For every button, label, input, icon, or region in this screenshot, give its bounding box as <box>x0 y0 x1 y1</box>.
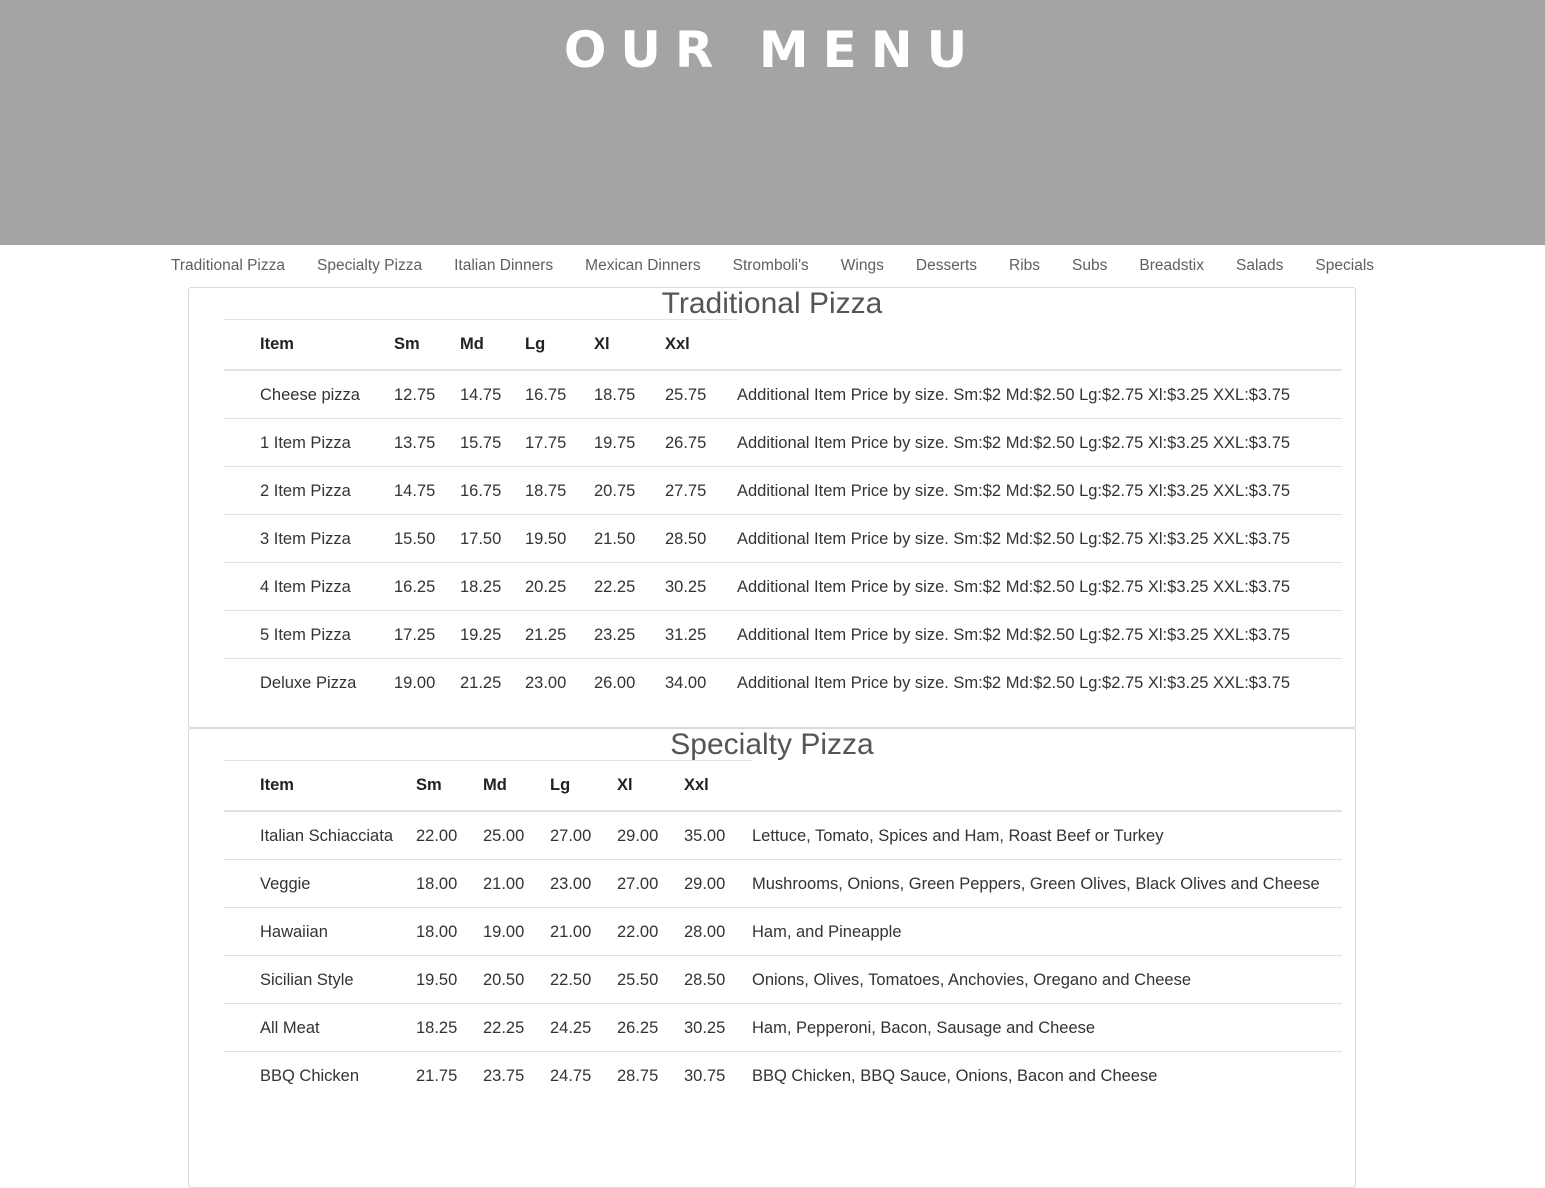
cell-xl: 22.25 <box>594 563 665 611</box>
cell-description: Onions, Olives, Tomatoes, Anchovies, Oregano and Cheese <box>752 956 1342 1004</box>
cell-md: 18.25 <box>460 563 525 611</box>
cell-sm: 19.00 <box>394 674 436 692</box>
cell-xxl: 25.75 <box>665 370 737 419</box>
cell-sm: 19.50 <box>416 956 483 1004</box>
cell-item: All Meat <box>224 1004 416 1052</box>
cell-xxl: 28.50 <box>665 515 737 563</box>
cell-item: Deluxe Pizza <box>260 674 357 692</box>
cell-description: Ham, and Pineapple <box>752 908 1342 956</box>
cell-xl: 22.00 <box>617 908 684 956</box>
header-sm: Sm <box>394 320 460 371</box>
cell-xl: 19.75 <box>594 419 665 467</box>
cell-xl: 28.75 <box>617 1067 659 1085</box>
section-title: Traditional Pizza <box>661 287 883 320</box>
cell-md: 14.75 <box>460 370 525 419</box>
cell-md: 21.25 <box>460 674 502 692</box>
cell-description: Additional Item Price by size. Sm:$2 Md:$2.50 Lg:$2.75 Xl:$3.25 XXL:$3.75 <box>737 563 1342 611</box>
cell-sm: 18.00 <box>416 860 483 908</box>
cell-sm: 13.75 <box>394 419 460 467</box>
header-sm: Sm <box>416 761 483 812</box>
table-header-row <box>224 320 1342 371</box>
table-row <box>224 370 1342 419</box>
cell-lg: 18.75 <box>525 467 594 515</box>
cell-xxl: 30.75 <box>684 1067 726 1085</box>
table-row <box>224 467 1342 515</box>
cell-description: Additional Item Price by size. Sm:$2 Md:$2.50 Lg:$2.75 Xl:$3.25 XXL:$3.75 <box>737 370 1342 419</box>
cell-lg: 24.75 <box>550 1067 592 1085</box>
nav-specials[interactable]: Specials <box>1315 257 1375 274</box>
table-row <box>224 659 1342 707</box>
table-row <box>224 811 1342 860</box>
cell-xxl: 26.75 <box>665 419 737 467</box>
table-row <box>224 563 1342 611</box>
cell-item: 1 Item Pizza <box>224 419 394 467</box>
cell-description: Additional Item Price by size. Sm:$2 Md:$2.50 Lg:$2.75 Xl:$3.25 XXL:$3.75 <box>737 611 1342 659</box>
cell-item: Sicilian Style <box>224 956 416 1004</box>
table-row <box>224 1052 1342 1100</box>
cell-xl: 25.50 <box>617 956 684 1004</box>
header-xxl: Xxl <box>684 761 752 812</box>
table-row <box>224 956 1342 1004</box>
header-xl: Xl <box>594 320 665 371</box>
cell-md: 23.75 <box>483 1067 525 1085</box>
cell-xl: 18.75 <box>594 370 665 419</box>
nav-traditional-pizza[interactable]: Traditional Pizza <box>170 257 285 274</box>
cell-xxl: 30.25 <box>665 563 737 611</box>
cell-description: Additional Item Price by size. Sm:$2 Md:$2.50 Lg:$2.75 Xl:$3.25 XXL:$3.75 <box>737 467 1342 515</box>
cell-xl: 20.75 <box>594 467 665 515</box>
cell-item: BBQ Chicken <box>260 1067 360 1085</box>
cell-md: 20.50 <box>483 956 550 1004</box>
nav-desserts[interactable]: Desserts <box>915 257 978 274</box>
section-title: Specialty Pizza <box>670 728 874 761</box>
cell-xl: 26.00 <box>594 674 636 692</box>
cell-item: 2 Item Pizza <box>224 467 394 515</box>
cell-md: 25.00 <box>483 811 550 860</box>
header-xxl: Xxl <box>665 320 737 371</box>
header-md: Md <box>460 320 525 371</box>
cell-xxl: 31.25 <box>665 611 737 659</box>
header-lg: Lg <box>550 761 617 812</box>
cell-xl: 29.00 <box>617 811 684 860</box>
specialty-pizza-section <box>188 728 1356 1188</box>
cell-xl: 23.25 <box>594 611 665 659</box>
cell-lg: 24.25 <box>550 1004 617 1052</box>
cell-description: Additional Item Price by size. Sm:$2 Md:$2.50 Lg:$2.75 Xl:$3.25 XXL:$3.75 <box>737 515 1342 563</box>
cell-lg: 19.50 <box>525 515 594 563</box>
cell-lg: 21.25 <box>525 611 594 659</box>
cell-item: 5 Item Pizza <box>224 611 394 659</box>
cell-md: 16.75 <box>460 467 525 515</box>
cell-description: Additional Item Price by size. Sm:$2 Md:$2.50 Lg:$2.75 Xl:$3.25 XXL:$3.75 <box>737 674 1291 692</box>
header-md: Md <box>483 761 550 812</box>
cell-sm: 22.00 <box>416 811 483 860</box>
cell-sm: 14.75 <box>394 467 460 515</box>
cell-sm: 18.00 <box>416 908 483 956</box>
cell-item: 4 Item Pizza <box>224 563 394 611</box>
nav-wings[interactable]: Wings <box>840 257 884 274</box>
cell-xxl: 34.00 <box>665 674 707 692</box>
cell-sm: 12.75 <box>394 370 460 419</box>
nav-subs[interactable]: Subs <box>1072 257 1108 274</box>
nav-italian-dinners[interactable]: Italian Dinners <box>454 257 554 274</box>
specialty-pizza-table <box>224 760 1342 1099</box>
cell-md: 22.25 <box>483 1004 550 1052</box>
traditional-pizza-section <box>188 287 1356 728</box>
header-item: Item <box>224 320 394 371</box>
cell-lg: 23.00 <box>550 860 617 908</box>
cell-item: Italian Schiacciata <box>224 811 416 860</box>
header-item: Item <box>224 761 416 812</box>
nav-strombolis[interactable]: Stromboli's <box>732 257 809 274</box>
cell-sm: 15.50 <box>394 515 460 563</box>
cell-description: Mushrooms, Onions, Green Peppers, Green Olives, Black Olives and Cheese <box>752 860 1342 908</box>
cell-description: Lettuce, Tomato, Spices and Ham, Roast Beef or Turkey <box>752 811 1342 860</box>
header-description <box>737 320 1342 371</box>
cell-xxl: 27.75 <box>665 467 737 515</box>
cell-description: Ham, Pepperoni, Bacon, Sausage and Cheese <box>752 1004 1342 1052</box>
menu-category-nav <box>0 245 1545 287</box>
cell-lg: 22.50 <box>550 956 617 1004</box>
cell-md: 19.00 <box>483 908 550 956</box>
table-row <box>224 908 1342 956</box>
cell-xl: 27.00 <box>617 860 684 908</box>
cell-md: 21.00 <box>483 860 550 908</box>
cell-sm: 18.25 <box>416 1004 483 1052</box>
cell-item: 3 Item Pizza <box>224 515 394 563</box>
table-row <box>224 611 1342 659</box>
traditional-pizza-table <box>224 319 1342 706</box>
header-description <box>752 761 1342 812</box>
cell-item: Hawaiian <box>224 908 416 956</box>
page-title: OUR MENU <box>563 21 982 79</box>
nav-breadstix[interactable]: Breadstix <box>1139 257 1205 274</box>
cell-item: Veggie <box>224 860 416 908</box>
cell-md: 15.75 <box>460 419 525 467</box>
cell-xxl: 28.50 <box>684 956 752 1004</box>
cell-lg: 20.25 <box>525 563 594 611</box>
table-row <box>224 860 1342 908</box>
hero-banner <box>0 0 1545 245</box>
table-header-row <box>224 761 1342 812</box>
cell-md: 17.50 <box>460 515 525 563</box>
cell-xl: 26.25 <box>617 1004 684 1052</box>
cell-lg: 16.75 <box>525 370 594 419</box>
cell-xxl: 28.00 <box>684 908 752 956</box>
cell-lg: 21.00 <box>550 908 617 956</box>
cell-xxl: 30.25 <box>684 1004 752 1052</box>
nav-salads[interactable]: Salads <box>1236 257 1284 274</box>
cell-sm: 16.25 <box>394 563 460 611</box>
cell-sm: 17.25 <box>394 611 460 659</box>
cell-description: BBQ Chicken, BBQ Sauce, Onions, Bacon and Cheese <box>752 1067 1158 1085</box>
nav-ribs[interactable]: Ribs <box>1009 257 1041 274</box>
cell-xl: 21.50 <box>594 515 665 563</box>
cell-description: Additional Item Price by size. Sm:$2 Md:$2.50 Lg:$2.75 Xl:$3.25 XXL:$3.75 <box>737 419 1342 467</box>
cell-xxl: 29.00 <box>684 860 752 908</box>
cell-sm: 21.75 <box>416 1067 458 1085</box>
cell-xxl: 35.00 <box>684 811 752 860</box>
cell-lg: 17.75 <box>525 419 594 467</box>
table-row <box>224 515 1342 563</box>
cell-lg: 27.00 <box>550 811 617 860</box>
cell-lg: 23.00 <box>525 674 567 692</box>
header-xl: Xl <box>617 761 684 812</box>
nav-mexican-dinners[interactable]: Mexican Dinners <box>585 257 701 274</box>
cell-item: Cheese pizza <box>224 370 394 419</box>
header-lg: Lg <box>525 320 594 371</box>
cell-md: 19.25 <box>460 611 525 659</box>
table-row <box>224 1004 1342 1052</box>
table-row <box>224 419 1342 467</box>
nav-specialty-pizza[interactable]: Specialty Pizza <box>316 257 423 274</box>
